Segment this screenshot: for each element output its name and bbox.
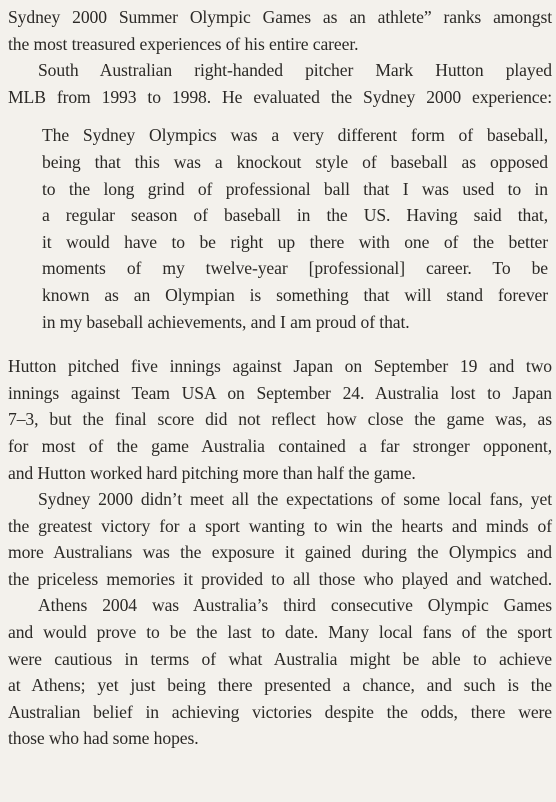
quote-line: being that this was a knockout style of baseball as opposed: [42, 151, 548, 172]
paragraph-sydney-expectations: [8, 486, 552, 592]
text-line: the priceless memories it provided to all those who played and watched.: [8, 568, 552, 589]
text-line: 7–3, but the final score did not reflect how close the game was, as: [8, 409, 552, 430]
text-line: Hutton pitched five innings against Japan on September 19 and two: [8, 356, 552, 377]
text-line: and would prove to be the last to date. Many local fans of the sport: [8, 622, 552, 643]
text-line: at Athens; yet just being there presented a chance, and such is the: [8, 675, 552, 696]
quote-line: a regular season of baseball in the US. Having said that,: [42, 205, 548, 226]
quote-line: to the long grind of professional ball that I was used to in: [42, 178, 548, 199]
text-line: South Australian right-handed pitcher Mark Hutton played: [38, 60, 552, 81]
text-line: innings against Team USA on September 24. Australia lost to Japan: [8, 382, 552, 403]
text-line: more Australians was the exposure it gained during the Olympics and: [8, 542, 552, 563]
paragraph-hutton-games: [8, 353, 552, 486]
text-line: were cautious in terms of what Australia might be able to achieve: [8, 648, 552, 669]
text-line: Athens 2004 was Australia’s third consecutive Olympic Games: [38, 595, 552, 616]
block-quote: [42, 122, 548, 335]
quote-line: in my baseball achievements, and I am proud of that.: [42, 311, 410, 332]
text-line: Australian belief in achieving victories despite the odds, there were: [8, 701, 552, 722]
paragraph-athens-2004: [8, 592, 552, 752]
text-line: the most treasured experiences of his entire career.: [8, 33, 359, 54]
text-line: for most of the game Australia contained a far stronger opponent,: [8, 435, 552, 456]
text-line: Sydney 2000 didn’t meet all the expectations of some local fans, yet: [38, 489, 552, 510]
text-line: MLB from 1993 to 1998. He evaluated the Sydney 2000 experience:: [8, 86, 552, 107]
text-line: Sydney 2000 Summer Olympic Games as an athlete” ranks amongst: [8, 7, 552, 27]
quote-line: it would have to be right up there with one of the better: [42, 231, 548, 252]
quote-line: known as an Olympian is something that will stand forever: [42, 284, 548, 305]
paragraph-continued: [8, 4, 552, 57]
quote-line: The Sydney Olympics was a very different form of baseball,: [42, 125, 548, 146]
text-line: the greatest victory for a sport wanting to win the hearts and minds of: [8, 515, 552, 536]
text-line: those who had some hopes.: [8, 728, 199, 749]
paragraph-hutton-intro: [8, 57, 552, 110]
text-line: and Hutton worked hard pitching more than half the game.: [8, 462, 416, 483]
quote-line: moments of my twelve-year [professional] career. To be: [42, 258, 548, 279]
